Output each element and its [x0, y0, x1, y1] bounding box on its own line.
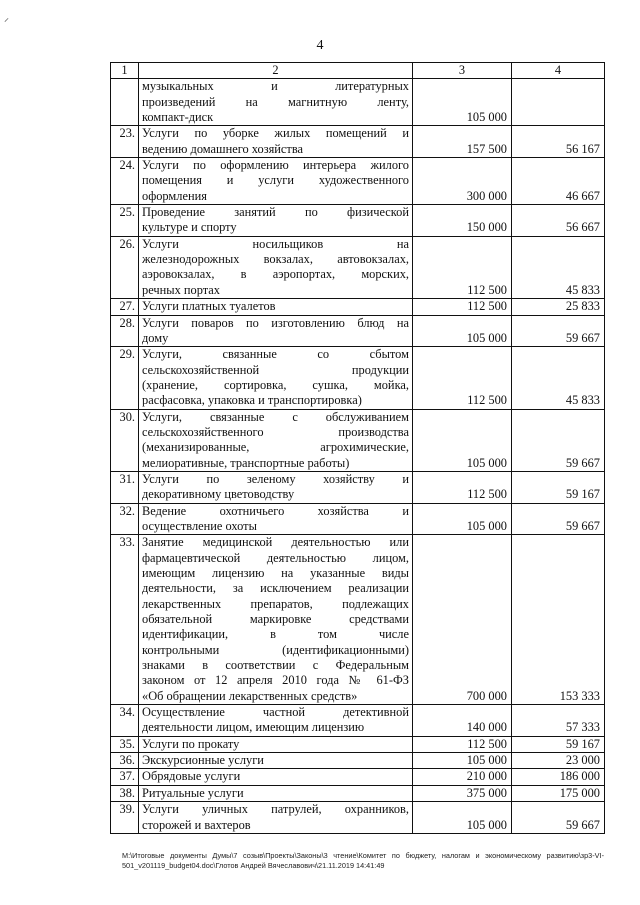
value-col-3: 140 000	[413, 705, 512, 737]
service-description	[139, 705, 413, 737]
header-col-1: 1	[111, 63, 139, 79]
description-line: законом от 12 апреля 2010 года № 61-ФЗ	[142, 673, 409, 688]
value-col-4: 59 667	[512, 503, 605, 535]
page-number: 4	[316, 38, 324, 53]
table-row	[111, 471, 605, 503]
row-number: 37.	[111, 769, 139, 785]
description-line: речных портах	[142, 282, 220, 297]
description-line: (механизированные, агрохимические,	[142, 440, 409, 455]
value-col-4: 56 167	[512, 126, 605, 158]
description-line: железнодорожных вокзалах, автовокзалах,	[142, 252, 409, 267]
row-number: 38.	[111, 785, 139, 801]
row-number: 27.	[111, 299, 139, 315]
row-number: 39.	[111, 802, 139, 834]
table-row	[111, 205, 605, 237]
table-row	[111, 785, 605, 801]
footer-line-2: 501_v201119_budget04.doc\Глотов Андрей Вячеславович\21.11.2019 14:41:49	[122, 860, 385, 870]
table-row	[111, 705, 605, 737]
service-description	[139, 471, 413, 503]
description-line: знаками в соответствии с Федеральным	[142, 658, 409, 673]
value-col-4: 59 667	[512, 315, 605, 347]
description-line: лекарственных препаратов, подлежащих	[142, 596, 409, 611]
table-row	[111, 769, 605, 785]
table-row	[111, 409, 605, 471]
value-col-3: 700 000	[413, 535, 512, 705]
value-col-3: 375 000	[413, 785, 512, 801]
value-col-4: 59 167	[512, 471, 605, 503]
description-line: деятельности, за исключением реализации	[142, 581, 409, 596]
service-description	[139, 315, 413, 347]
description-line: произведений на магнитную ленту,	[142, 94, 409, 109]
description-line: идентификации, в том числе	[142, 627, 409, 642]
row-number: 25.	[111, 205, 139, 237]
description-line: декоративному цветоводству	[142, 487, 295, 502]
value-col-4	[512, 79, 605, 126]
description-line: осуществление охоты	[142, 518, 257, 533]
value-col-4: 186 000	[512, 769, 605, 785]
service-description	[139, 802, 413, 834]
table-row	[111, 299, 605, 315]
table-row	[111, 158, 605, 205]
table-row	[111, 347, 605, 409]
description-line: Услуги по зеленому хозяйству и	[142, 471, 409, 486]
description-line: помещения и услуги художественного	[142, 173, 409, 188]
table-header-row	[111, 63, 605, 79]
description-line: имеющим лицензию на указанные виды	[142, 566, 409, 580]
row-number: 35.	[111, 736, 139, 752]
description-line: культуре и спорту	[142, 220, 237, 235]
description-line: Осуществление частной детективной	[142, 705, 409, 720]
footer-line-1: М:\Итоговые документы Думы\7 созыв\Проекты\Законы\3 чтение\Комитет по бюджету, налогам и экономическому развитию\зр3-VI-	[122, 851, 604, 860]
description-line: контрольными (идентификационными)	[142, 642, 409, 657]
service-description	[139, 126, 413, 158]
description-line: мелиоративные, транспортные работы)	[142, 455, 350, 470]
description-line: компакт-диск	[142, 110, 214, 125]
value-col-3: 105 000	[413, 79, 512, 126]
value-col-3: 210 000	[413, 769, 512, 785]
service-description	[139, 205, 413, 237]
service-description	[139, 785, 413, 801]
service-description	[139, 503, 413, 535]
description-line: Услуги уличных патрулей, охранников,	[142, 802, 409, 817]
service-description	[139, 409, 413, 471]
service-description	[139, 753, 413, 769]
row-number: 36.	[111, 753, 139, 769]
description-line: «Об обращении лекарственных средств»	[142, 688, 358, 703]
value-col-4: 25 833	[512, 299, 605, 315]
row-number: 30.	[111, 409, 139, 471]
value-col-3: 300 000	[413, 158, 512, 205]
table-row	[111, 236, 605, 298]
value-col-4: 57 333	[512, 705, 605, 737]
value-col-3: 112 500	[413, 299, 512, 315]
description-line: Ритуальные услуги	[142, 785, 244, 800]
description-line: дому	[142, 330, 169, 345]
service-description	[139, 236, 413, 298]
value-col-4: 59 667	[512, 409, 605, 471]
value-col-3: 112 500	[413, 471, 512, 503]
value-col-3: 105 000	[413, 753, 512, 769]
row-number: 24.	[111, 158, 139, 205]
description-line: (хранение, сортировка, сушка, мойка,	[142, 377, 409, 392]
table-row	[111, 126, 605, 158]
header-col-4: 4	[512, 63, 605, 79]
value-col-4: 175 000	[512, 785, 605, 801]
service-description	[139, 535, 413, 705]
tariff-table	[110, 62, 605, 834]
row-number	[111, 79, 139, 126]
value-col-4: 45 833	[512, 347, 605, 409]
description-line: Услуги по оформлению интерьера жилого	[142, 158, 409, 173]
row-number: 29.	[111, 347, 139, 409]
description-line: Услуги поваров по изготовлению блюд на	[142, 315, 409, 330]
description-line: Экскурсионные услуги	[142, 753, 264, 768]
description-line: Услуги по уборке жилых помещений и	[142, 126, 409, 141]
table-row	[111, 802, 605, 834]
description-line: сельскохозяйственного производства	[142, 424, 409, 439]
document-path-footer	[122, 851, 604, 870]
value-col-4: 153 333	[512, 535, 605, 705]
description-line: Обрядовые услуги	[142, 769, 241, 784]
description-line: обязательной маркировке средствами	[142, 612, 409, 627]
description-line: Услуги носильщиков на	[142, 236, 409, 251]
value-col-3: 112 500	[413, 736, 512, 752]
value-col-3: 105 000	[413, 802, 512, 834]
service-description	[139, 158, 413, 205]
table-row	[111, 503, 605, 535]
value-col-4: 46 667	[512, 158, 605, 205]
table-row	[111, 736, 605, 752]
value-col-3: 157 500	[413, 126, 512, 158]
description-line: расфасовка, упаковка и транспортировка)	[142, 393, 362, 408]
row-number: 32.	[111, 503, 139, 535]
value-col-4: 59 667	[512, 802, 605, 834]
description-line: музыкальных и литературных	[142, 79, 409, 94]
value-col-3: 112 500	[413, 236, 512, 298]
row-number: 26.	[111, 236, 139, 298]
row-number: 33.	[111, 535, 139, 705]
value-col-4: 45 833	[512, 236, 605, 298]
table-row	[111, 535, 605, 705]
description-line: Услуги, связанные с обслуживанием	[142, 409, 409, 424]
description-line: Услуги, связанные со сбытом	[142, 347, 409, 362]
service-description	[139, 347, 413, 409]
header-col-2: 2	[139, 63, 413, 79]
service-description	[139, 769, 413, 785]
value-col-3: 105 000	[413, 503, 512, 535]
description-line: оформления	[142, 188, 207, 203]
table-row	[111, 315, 605, 347]
description-line: сторожей и вахтеров	[142, 817, 251, 832]
description-line: ведению домашнего хозяйства	[142, 141, 304, 156]
value-col-4: 23 000	[512, 753, 605, 769]
row-number: 31.	[111, 471, 139, 503]
value-col-4: 56 667	[512, 205, 605, 237]
value-col-3: 105 000	[413, 315, 512, 347]
row-number: 23.	[111, 126, 139, 158]
description-line: аэровокзалах, в аэропортах, морских,	[142, 267, 409, 282]
table-row	[111, 79, 605, 126]
description-line: Занятие медицинской деятельностью или	[142, 535, 409, 550]
value-col-3: 150 000	[413, 205, 512, 237]
value-col-3: 112 500	[413, 347, 512, 409]
service-description	[139, 299, 413, 315]
page-corner-mark: ⸝	[4, 13, 9, 24]
description-line: Услуги платных туалетов	[142, 299, 276, 314]
value-col-4: 59 167	[512, 736, 605, 752]
description-line: фармацевтической деятельностью лицом,	[142, 550, 409, 565]
service-description	[139, 736, 413, 752]
value-col-3: 105 000	[413, 409, 512, 471]
description-line: Услуги по прокату	[142, 736, 240, 751]
service-description	[139, 79, 413, 126]
row-number: 28.	[111, 315, 139, 347]
description-line: Проведение занятий по физической	[142, 205, 409, 220]
description-line: сельскохозяйственной продукции	[142, 362, 409, 377]
description-line: деятельности лицом, имеющим лицензию	[142, 720, 365, 735]
row-number: 34.	[111, 705, 139, 737]
table-row	[111, 753, 605, 769]
description-line: Ведение охотничьего хозяйства и	[142, 503, 409, 518]
header-col-3: 3	[413, 63, 512, 79]
